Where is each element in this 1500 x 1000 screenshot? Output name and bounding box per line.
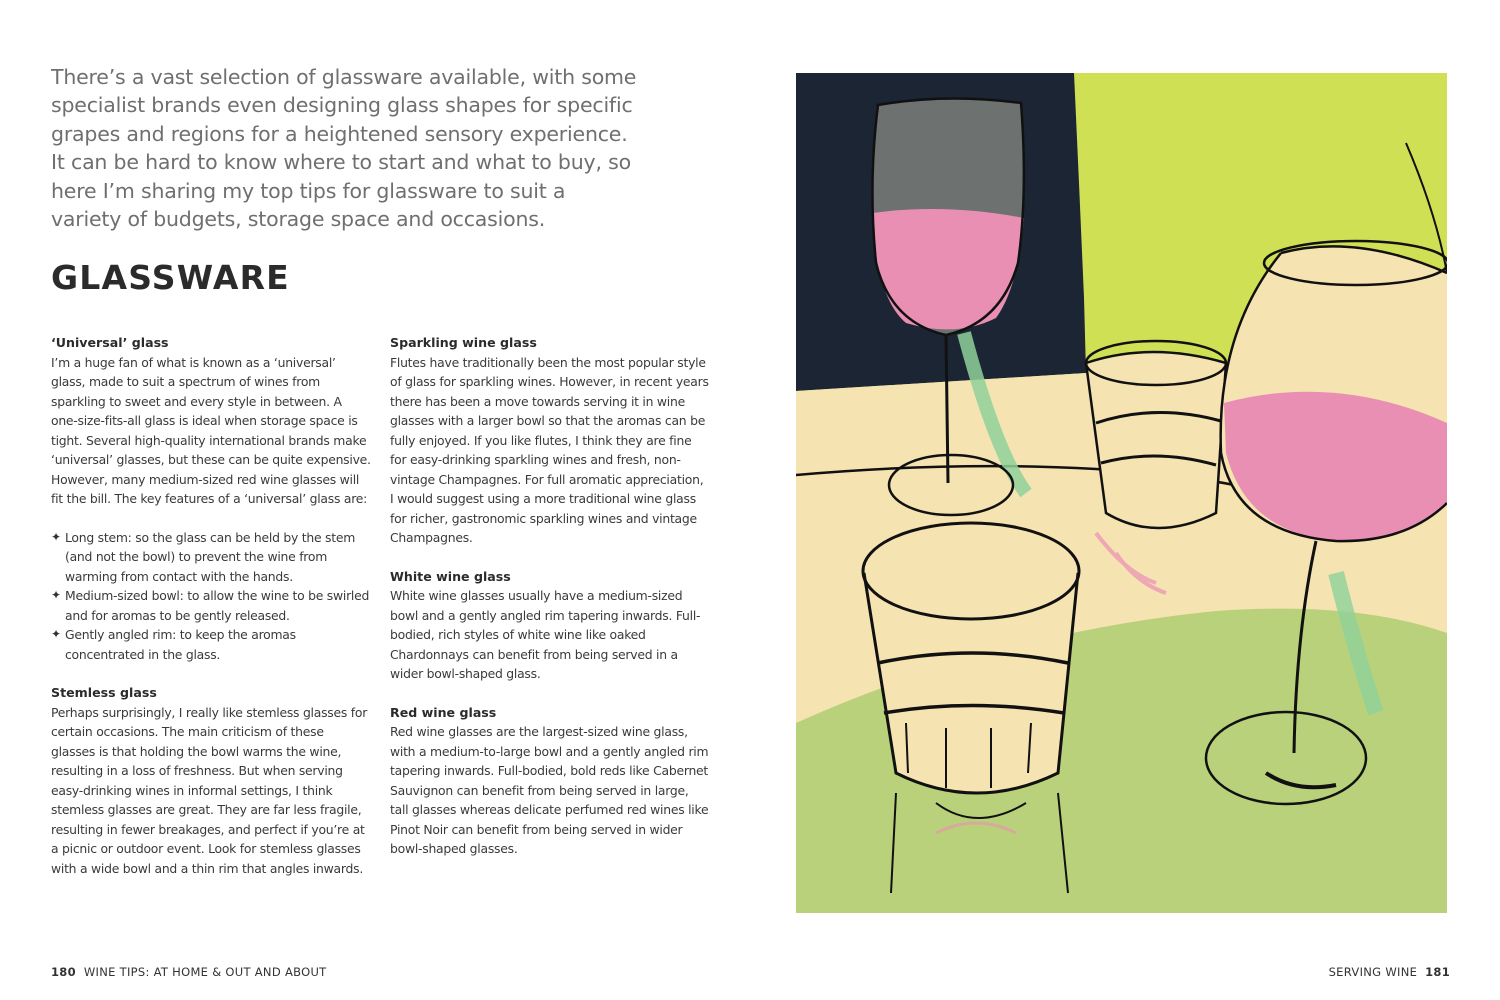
tumbler-front-body: [864, 543, 1078, 793]
star-bullet-icon: ✦: [51, 529, 61, 544]
section-title: Red wine glass: [390, 704, 497, 720]
section-sparkling-glass: [390, 333, 710, 548]
section-title: Stemless glass: [51, 685, 157, 700]
running-title: SERVING WINE: [1328, 965, 1418, 979]
running-title: WINE TIPS: AT HOME & OUT AND ABOUT: [83, 965, 327, 979]
intro-paragraph: There’s a vast selection of glassware available, with some specialist brands even designing glass shapes for specific grapes and regions for a heightened sensory experience. It can be hard to know where to start and what to buy, so here I’m sharing my top tips for glassware to suit a variety of budgets, storage space and occasions.: [51, 65, 637, 232]
list-item: ✦ Medium-sized bowl: to allow the wine to be swirled and for aromas to be gently released.: [51, 588, 370, 623]
star-bullet-icon: ✦: [51, 627, 61, 641]
section-title: White wine glass: [390, 568, 511, 584]
section-body: Perhaps surprisingly, I really like stemless glasses for certain occasions. The main criticism of these glasses is that holding the bowl warms the wine, resulting in a loss of freshness. But when serving easy-drinking wines in informal settings, I think stemless glasses are great. They are far less fragile, resulting in fewer breakages, and perfect if you’re at a picnic or outdoor event. Look for stemless glasses with a wide bowl and a thin rim that angles inwards.: [51, 704, 368, 876]
wine-glasses-illustration: [796, 73, 1447, 913]
list-item: ✦ Long stem: so the glass can be held by the stem (and not the bowl) to prevent the wine from warming from contact with the hands.: [51, 529, 356, 584]
section-stemless-glass: [51, 683, 371, 878]
page-title: GLASSWARE: [51, 258, 290, 297]
section-body: White wine glasses usually have a medium-sized bowl and a gently angled rim tapering inwards. Full-bodied, rich styles of white wine like oaked Chardonnays can benefit from being served in a wider bowl-shaped glass.: [390, 588, 701, 681]
text-column-right: [390, 333, 710, 878]
star-bullet-icon: ✦: [51, 588, 61, 602]
text-column-left: [51, 333, 371, 897]
section-title: ‘Universal’ glass: [51, 335, 169, 350]
section-body: Flutes have traditionally been the most popular style of glass for sparkling wines. However, in recent years there has been a move towards serving it in wine glasses with a larger bowl so that the aromas can be fully enjoyed. If you like flutes, I think they are fine for easy-drinking sparkling wines and fresh, non-vintage Champagnes. For full aromatic appreciation, I would suggest using a more traditional wine glass for richer, gastronomic sparkling wines and vintage Champagnes.: [390, 354, 709, 545]
list-item: ✦ Gently angled rim: to keep the aromas concentrated in the glass.: [51, 627, 296, 662]
section-red-glass: [390, 703, 710, 859]
section-title: Sparkling wine glass: [390, 335, 537, 350]
section-body: Red wine glasses are the largest-sized wine glass, with a medium-to-large bowl and a gently angled rim tapering inwards. Full-bodied, bold reds like Cabernet Sauvignon can benefit from being served in large, tall glasses whereas delicate perfumed red wines like Pinot Noir can benefit from being served in wider bowl-shaped glasses.: [390, 724, 709, 856]
section-white-glass: [390, 567, 710, 684]
page-number: 181: [1425, 965, 1450, 979]
footer-left: [51, 965, 327, 979]
features-list: [51, 528, 371, 665]
footer-right: [1329, 965, 1450, 979]
page-number: 180: [51, 965, 76, 979]
section-universal-glass: [51, 333, 371, 664]
flute-stem: [946, 335, 948, 483]
section-body: I’m a huge fan of what is known as a ‘universal’ glass, made to suit a spectrum of wines from sparkling to sweet and every style in between. A one-size-fits-all glass is ideal when storage space is tight. Several high-quality international brands make ‘universal’ glasses, but these can be quite expensive. However, many medium-sized red wine glasses will fit the bill. The key features of a ‘universal’ glass are:: [51, 354, 371, 506]
right-page: [760, 0, 1500, 1000]
